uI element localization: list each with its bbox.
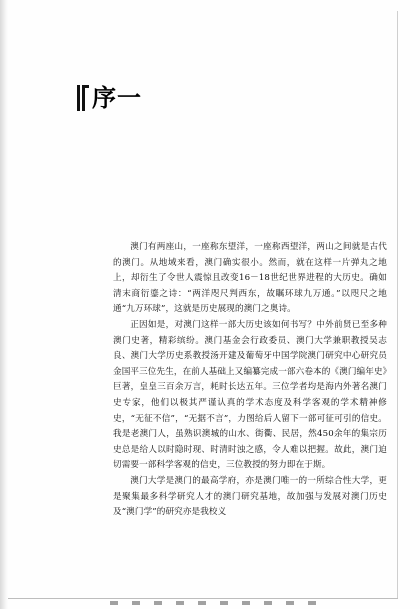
- heading-bar-icon: [77, 85, 80, 111]
- page-right-rule: [397, 11, 398, 599]
- page-bottom-marks: [110, 601, 330, 605]
- paragraph: 正因如是，对澳门这样一部大历史该如何书写？中外前贤已至多种澳门史著，精彩缤纷。澳门基金会行政委员、澳门大学兼职教授吴志良、澳门大学历史系教授汤开建及葡萄牙中国学院澳门研究中心研究员金国平三位先生，在前人基础上又编纂完成一部六卷本的《澳门编年史》巨著，皇皇三百余万言，耗时长达五年。三位学者均是海内外著名澳门史专家，他们以极其严谨认真的学术态度及科学客观的学术精神修史，“无征不信”，“无据不言”，力图给后人留下一部可征可引的信史。我是老澳门人，虽熟识澳城的山水、街衢、民居，然450余年的集宗历史总是给人以时隐时现、时清时浊之感，令人难以把握。故此，澳门迫切需要一部科学客观的信史，三位教授的努力即在于斯。: [113, 319, 387, 471]
- page-title: 序一: [92, 84, 142, 112]
- chapter-heading: [77, 83, 142, 113]
- body-text: [113, 240, 387, 521]
- heading-bracket-icon: [82, 85, 89, 111]
- page-bottom-rule: [8, 598, 398, 599]
- paragraph: 澳门有两座山，一座称东望洋，一座称西望洋，两山之间就是古代的澳门。从地域来看，澳门确实很小。然而，就在这样一片弹丸之地上，却衍生了令世人震惊且改变16－18世纪世界进程的大历史。确如清末商衍鎏之诗：“两洋咫尺判西东，故瞩环球九万通。”以咫尺之地通“九万环球”，这就是历史展现的澳门之奥诗。: [113, 242, 387, 315]
- paragraph: 澳门大学是澳门的最高学府，亦是澳门唯一的一所综合性大学，更是聚集最多科学研究人才的澳门研究基地，故加强与发展对澳门历史及“澳门学”的研究亦是我校义: [113, 475, 387, 518]
- page-binding-shadow: [0, 0, 8, 609]
